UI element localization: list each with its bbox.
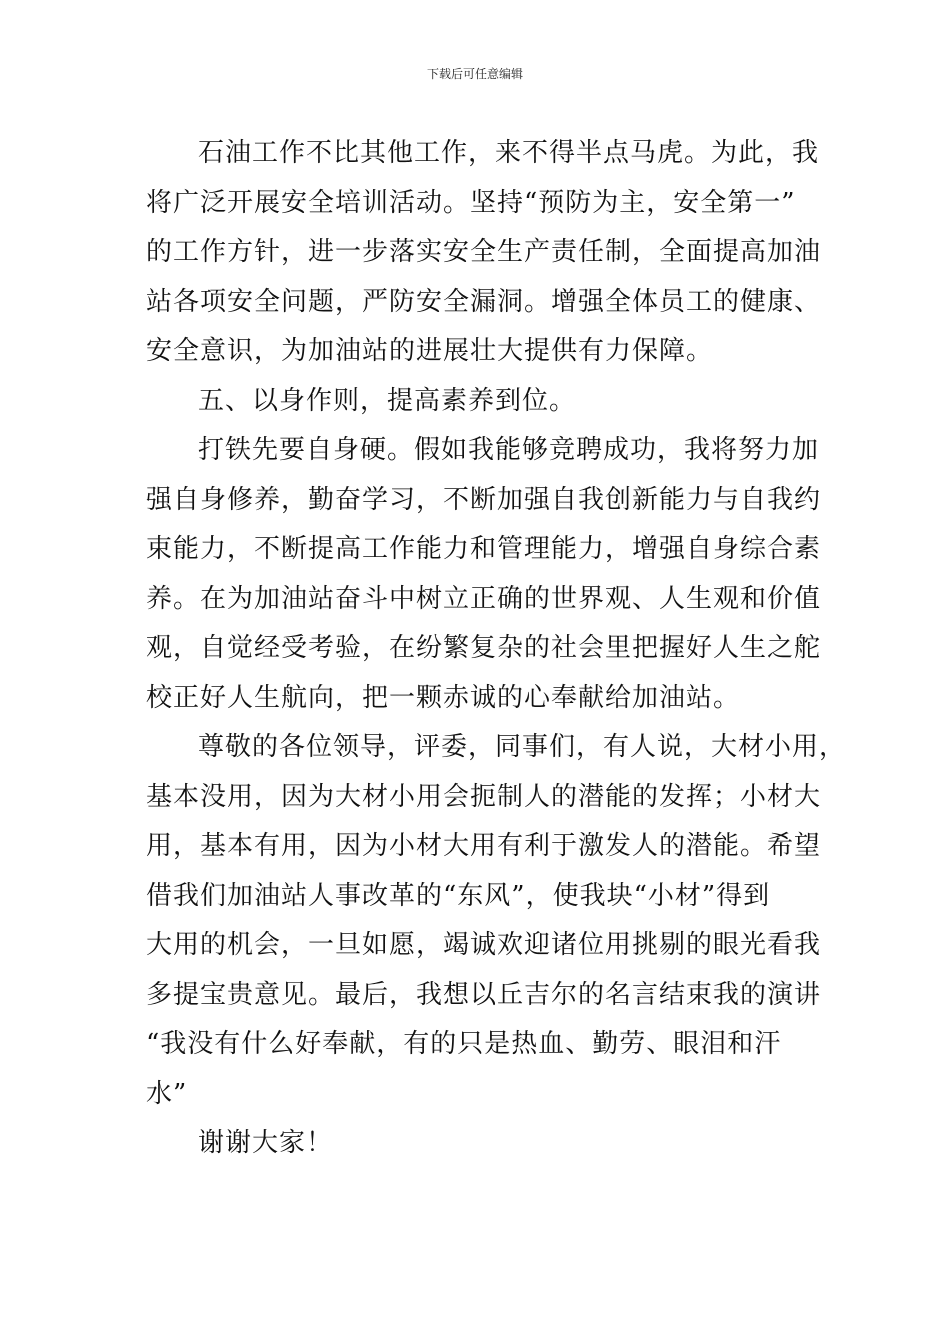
text-line: 大用的机会，一旦如愿，竭诚欢迎诸位用挑剔的眼光看我 [146,930,822,960]
text-line: 站各项安全问题，严防安全漏洞。增强全体员工的健康、 [146,286,822,317]
text-line: 打铁先要自身硬。假如我能够竞聘成功，我将努力加 [198,435,820,465]
text-line: 尊敬的各位领导，评委，同事们，有人说，大材小用， [198,732,847,762]
text-line: 用，基本有用，因为小材大用有利于激发人的潜能。希望 [146,831,822,861]
text-line: 基本没用，因为大材小用会扼制人的潜能的发挥；小材大 [146,781,822,812]
text-line: 借我们加油站人事改革的“东风”，使我块“小材”得到 [146,880,771,911]
text-line: 水” [146,1078,188,1109]
text-line: 校正好人生航向，把一颗赤诚的心奉献给加油站。 [146,682,741,713]
text-line: 养。在为加油站奋斗中树立正确的世界观、人生观和价值 [146,583,822,614]
text-line: 石油工作不比其他工作，来不得半点马虎。为此，我 [198,138,820,168]
document-body [146,129,847,1169]
text-line: 的工作方针，进一步落实安全生产责任制，全面提高加油 [146,237,822,267]
closing-line: 谢谢大家！ [198,1128,334,1158]
text-line: 安全意识，为加油站的进展壮大提供有力保障。 [146,336,714,366]
section-heading: 五、以身作则，提高素养到位。 [198,385,577,416]
text-line: “我没有什么好奉献，有的只是热血、勤劳、眼泪和汗 [146,1029,782,1059]
page-header-note: 下载后可任意编辑 [426,67,523,81]
text-line: 强自身修养，勤奋学习，不断加强自我创新能力与自我约 [146,484,822,515]
text-line: 多提宝贵意见。最后，我想以丘吉尔的名言结束我的演讲 [146,979,822,1010]
text-line: 束能力，不断提高工作能力和管理能力，增强自身综合素 [146,534,822,564]
text-line: 观，自觉经受考验，在纷繁复杂的社会里把握好人生之舵 [146,633,822,663]
text-line: 将广泛开展安全培训活动。坚持“预防为主，安全第一” [146,187,796,218]
